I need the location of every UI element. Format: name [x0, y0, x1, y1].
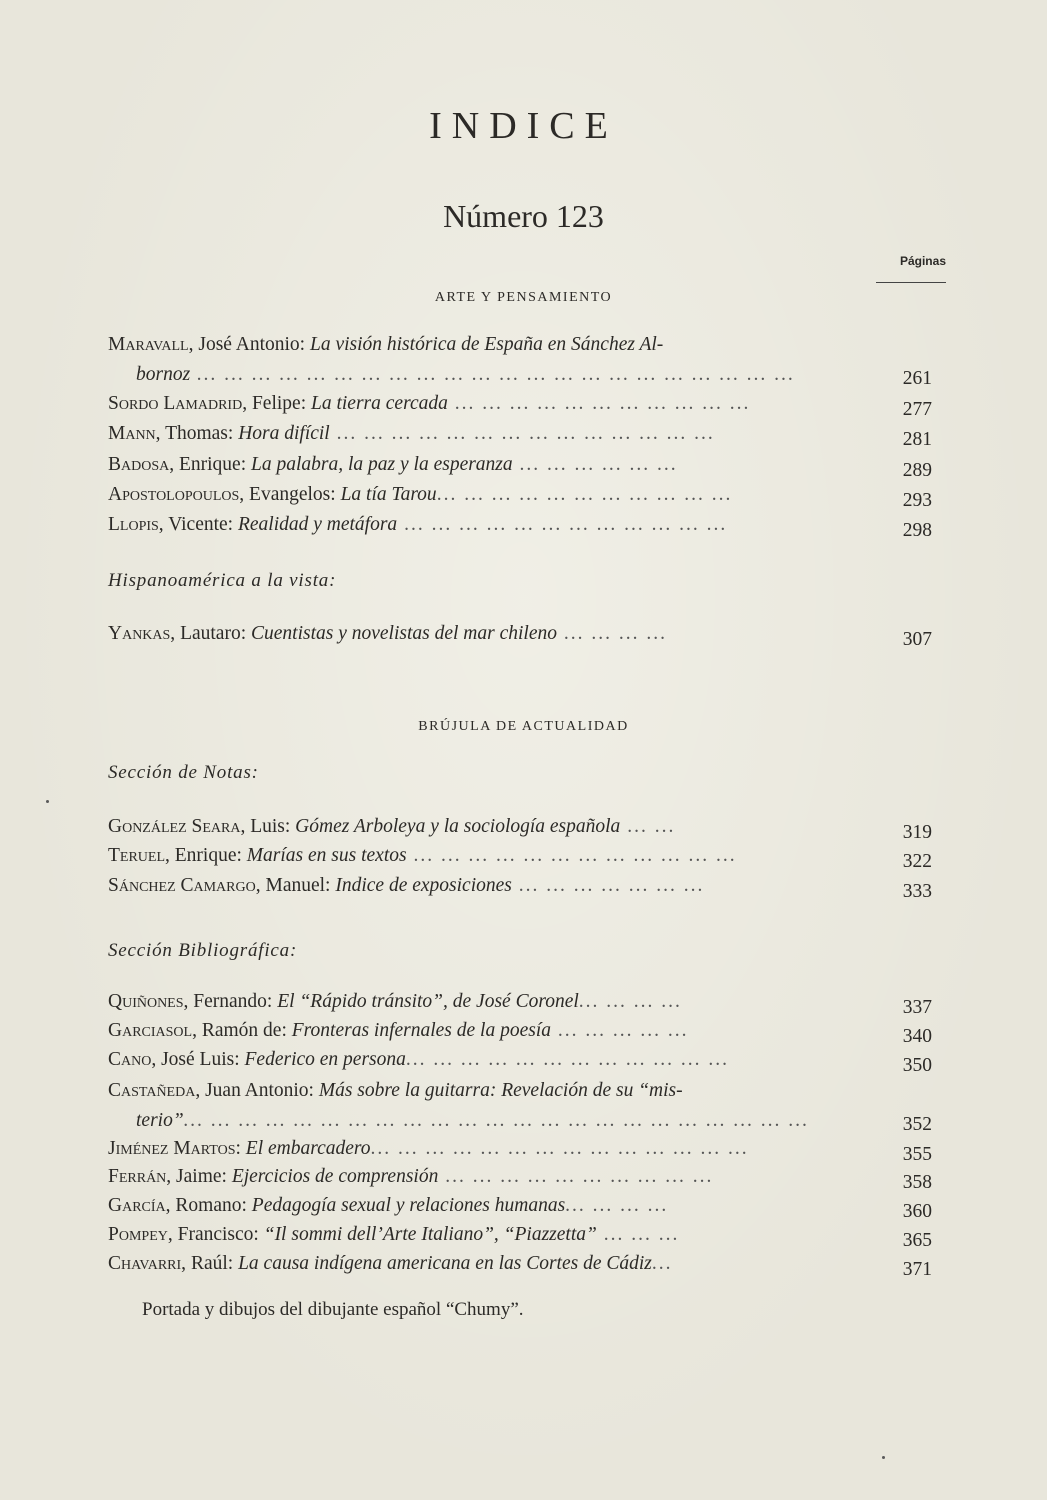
entry-page: 319	[902, 822, 932, 843]
entry-title: La tía Tarou	[340, 484, 437, 505]
entry-leader-dots: ... ... ... ...	[565, 1195, 669, 1216]
entry-title: Realidad y metáfora	[237, 514, 398, 535]
entry-leader-dots: ... ...	[620, 816, 676, 837]
entry-author: Pompey,	[108, 1224, 173, 1245]
entry-page: 365	[902, 1230, 932, 1251]
entry-title: Fronteras infernales de la poesía	[291, 1020, 552, 1041]
entry-title: La tierra cercada	[311, 393, 448, 414]
toc-entry	[108, 389, 868, 419]
entry-author-rest: Thomas:	[160, 423, 239, 444]
entry-author-rest: Ramón de:	[196, 1020, 292, 1041]
index-title: INDICE	[429, 105, 618, 147]
entry-author-rest: Vicente:	[163, 514, 238, 535]
entry-title-continuation: terio”	[136, 1110, 184, 1131]
entry-title: Más sobre la guitarra: Revelación de su “mis-	[318, 1080, 683, 1101]
toc-entry	[108, 1045, 868, 1075]
entry-title: El “Rápido tránsito”, de José Coronel	[277, 991, 579, 1012]
entry-page: 358	[902, 1172, 932, 1193]
toc-entry	[108, 619, 868, 649]
toc-entry	[108, 1249, 868, 1279]
entry-leader-dots: ... ... ... ... ... ... ...	[511, 875, 705, 896]
toc-entry	[108, 1191, 868, 1221]
entry-page: 371	[902, 1259, 932, 1280]
paper-speck	[46, 800, 49, 803]
entry-leader-dots: ... ... ... ... ... ... ... ... ... ... ... ... ... ...	[370, 1138, 749, 1159]
subsection-bibliografica: Sección Bibliográfica:	[108, 940, 298, 961]
entry-page: 289	[902, 460, 932, 481]
entry-author: Jiménez Martos:	[108, 1138, 241, 1159]
entry-title-continuation: bornoz	[136, 364, 191, 385]
entry-author: Chavarri,	[108, 1253, 187, 1274]
entry-title: La visión histórica de España en Sánchez Al-	[309, 334, 664, 355]
entry-author: Teruel,	[108, 845, 170, 866]
entry-title: “Il sommi dell’Arte Italiano”, “Piazzetta”	[263, 1224, 597, 1245]
entry-page: 350	[902, 1055, 932, 1076]
toc-entry	[108, 419, 868, 449]
entry-leader-dots: ... ... ... ... ... ... ... ... ... ... ... ...	[405, 1049, 730, 1070]
entry-author: Castañeda,	[108, 1080, 201, 1101]
entry-page: 352	[902, 1114, 932, 1135]
entry-leader-dots: ... ... ... ... ... ... ... ... ... ... ...	[447, 393, 751, 414]
entry-author: Sordo Lamadrid,	[108, 393, 248, 414]
entry-author-rest: Fernando:	[188, 991, 278, 1012]
subsection-hispanoamerica: Hispanoamérica a la vista:	[108, 570, 337, 591]
entry-author-rest: Enrique:	[169, 845, 247, 866]
entry-title: El embarcadero	[245, 1138, 371, 1159]
entry-title: Gómez Arboleya y la sociología española	[295, 816, 621, 837]
toc-entry	[108, 1016, 868, 1046]
entry-author: Apostolopoulos,	[108, 484, 245, 505]
subsection-notas: Sección de Notas:	[108, 762, 259, 783]
entry-leader-dots: ... ... ...	[596, 1224, 680, 1245]
toc-entry	[108, 871, 868, 901]
entry-title: Marías en sus textos	[246, 845, 407, 866]
entry-title: Indice de exposiciones	[335, 875, 512, 896]
entry-author: Cano,	[108, 1049, 157, 1070]
entry-author: Badosa,	[108, 454, 175, 475]
entry-author-rest: Juan Antonio:	[200, 1080, 319, 1101]
entry-author-rest: Luis:	[245, 816, 296, 837]
issue-number: Número 123	[443, 198, 604, 234]
entry-title: La palabra, la paz y la esperanza	[251, 454, 513, 475]
entry-leader-dots: ... ... ... ... ... ... ... ... ... ... ... ...	[406, 845, 737, 866]
toc-entry	[108, 987, 868, 1017]
entry-page: 277	[902, 399, 932, 420]
pages-column-header: Páginas	[899, 254, 946, 268]
entry-page: 307	[902, 629, 932, 650]
toc-entry	[108, 480, 868, 510]
toc-entry	[108, 1162, 868, 1192]
entry-author: Ferrán,	[108, 1166, 172, 1187]
entry-title: Federico en persona	[244, 1049, 406, 1070]
entry-leader-dots: ... ... ... ... ... ... ... ... ... ... ...	[436, 484, 733, 505]
entry-leader-dots: ... ... ... ... ...	[551, 1020, 689, 1041]
entry-leader-dots: ... ... ... ... ... ... ... ... ... ...	[438, 1166, 714, 1187]
entry-author: Quiñones,	[108, 991, 189, 1012]
entry-author: Mann,	[108, 423, 161, 444]
entry-page: 293	[902, 490, 932, 511]
entry-author: García,	[108, 1195, 171, 1216]
footer-credit: Portada y dibujos del dibujante español “Chumy”.	[142, 1299, 524, 1320]
entry-author-rest: Manuel:	[260, 875, 336, 896]
entry-leader-dots: ... ... ... ...	[557, 623, 668, 644]
section-arte-y-pensamiento: ARTE Y PENSAMIENTO	[434, 290, 613, 305]
paper-speck	[882, 1456, 885, 1459]
entry-page: 337	[902, 997, 932, 1018]
entry-title: Hora difícil	[238, 423, 330, 444]
entry-author: González Seara,	[108, 816, 246, 837]
entry-author: Sánchez Camargo,	[108, 875, 261, 896]
entry-leader-dots: ... ... ... ... ... ... ... ... ... ... ... ...	[397, 514, 728, 535]
entry-leader-dots: ... ... ... ... ... ... ... ... ... ... ... ... ... ... ... ... ... ... ... ... ... ... ...	[183, 1110, 810, 1131]
toc-entry	[108, 330, 868, 390]
entry-title: Cuentistas y novelistas del mar chileno	[251, 623, 558, 644]
entry-leader-dots: ... ... ... ... ... ... ... ... ... ... ... ... ... ...	[329, 423, 715, 444]
entry-author: Maravall,	[108, 334, 194, 355]
entry-page: 340	[902, 1026, 932, 1047]
entry-author-rest: José Luis:	[156, 1049, 245, 1070]
entry-author-rest: Evangelos:	[244, 484, 341, 505]
entry-title: La causa indígena americana en las Cortes de Cádiz	[238, 1253, 652, 1274]
entry-page: 281	[902, 429, 932, 450]
entry-author-rest: Lautaro:	[175, 623, 251, 644]
section-brujula-de-actualidad: BRÚJULA DE ACTUALIDAD	[418, 719, 629, 734]
toc-entry	[108, 841, 868, 871]
entry-title: Pedagogía sexual y relaciones humanas	[251, 1195, 566, 1216]
entry-page: 360	[902, 1201, 932, 1222]
entry-author: Llopis,	[108, 514, 164, 535]
entry-author-rest: Romano:	[170, 1195, 252, 1216]
entry-author: Yankas,	[108, 623, 176, 644]
entry-author-rest: Francisco:	[172, 1224, 264, 1245]
entry-author-rest: Felipe:	[247, 393, 311, 414]
pages-header-rule	[876, 282, 946, 283]
entry-page: 355	[902, 1144, 932, 1165]
toc-entry	[108, 1220, 868, 1250]
entry-author-rest: Raúl:	[186, 1253, 239, 1274]
entry-page: 322	[902, 851, 932, 872]
entry-page: 333	[902, 881, 932, 902]
entry-page: 298	[902, 520, 932, 541]
entry-title: Ejercicios de comprensión	[231, 1166, 439, 1187]
entry-author-rest: José Antonio:	[193, 334, 310, 355]
entry-leader-dots: ... ... ... ... ... ... ... ... ... ... ... ... ... ... ... ... ... ... ... ... ... ...	[190, 364, 796, 385]
toc-entry	[108, 1134, 868, 1164]
entry-author-rest: Jaime:	[171, 1166, 232, 1187]
toc-entry	[108, 812, 868, 842]
toc-entry	[108, 510, 868, 540]
toc-entry	[108, 1076, 868, 1136]
entry-author: Garciasol,	[108, 1020, 197, 1041]
entry-leader-dots: ... ... ... ... ... ...	[512, 454, 678, 475]
toc-entry	[108, 450, 868, 480]
entry-author-rest: Enrique:	[174, 454, 252, 475]
entry-leader-dots: ...	[651, 1253, 673, 1274]
entry-leader-dots: ... ... ... ...	[578, 991, 682, 1012]
entry-page: 261	[902, 368, 932, 389]
